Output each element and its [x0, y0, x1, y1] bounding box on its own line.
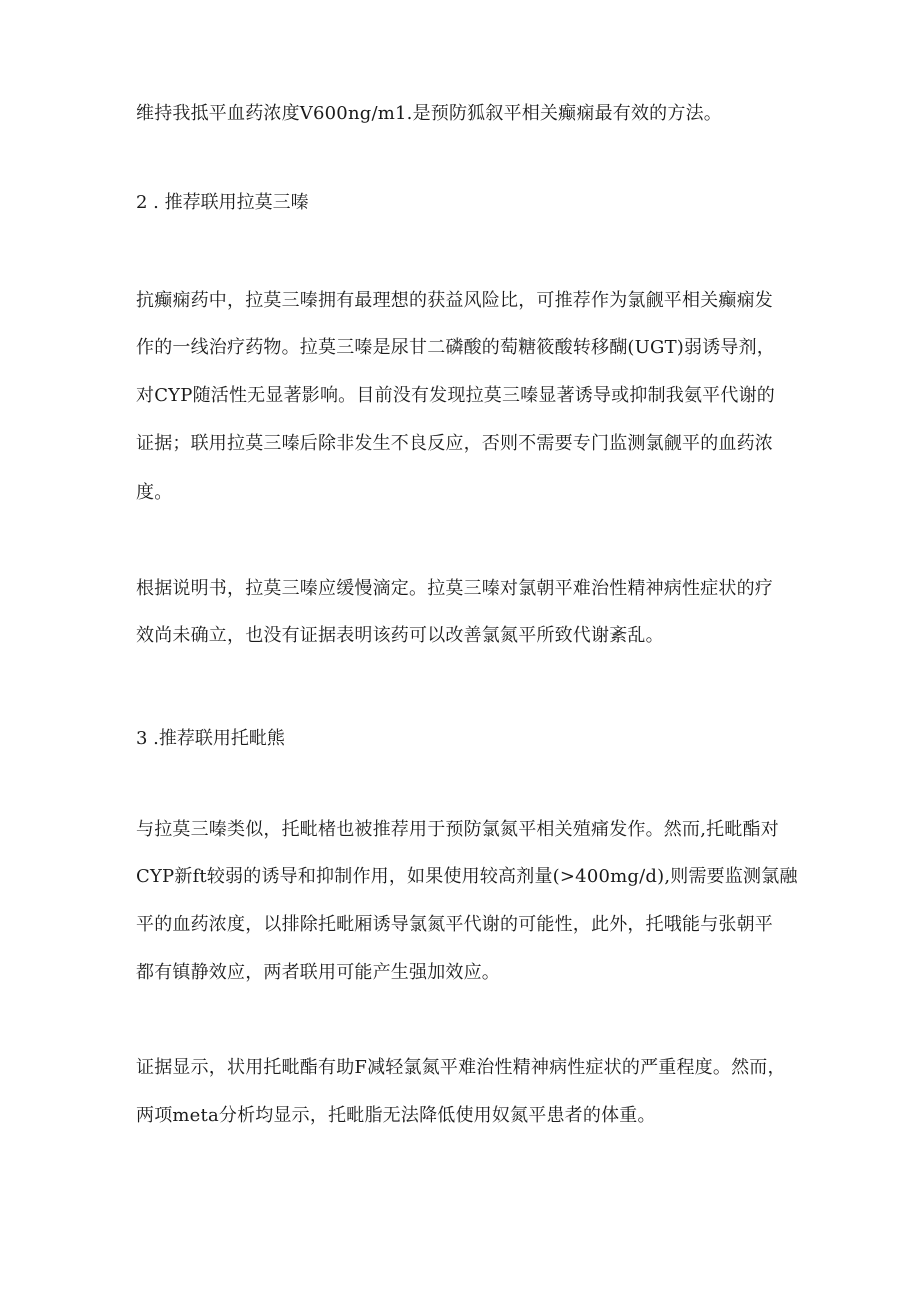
paragraph-line: 抗癫痫药中，拉莫三嗪拥有最理想的获益风险比，可推荐作为氯觎平相关癫痫发 [136, 290, 773, 311]
paragraph-line: 平的血药浓度，以排除托毗厢诱导氯氮平代谢的可能性，此外，托哦能与张朝平 [136, 914, 773, 935]
paragraph-line: 作的一线治疗药物。拉莫三嗪是尿甘二磷酸的萄糖筱酸转移醐(UGT)弱诱导剂， [136, 337, 775, 358]
paragraph-line: 证据；联用拉莫三嗪后除非发生不良反应，否则不需要专门监测氯觎平的血药浓 [136, 433, 773, 454]
paragraph-line: 都有镇静效应，两者联用可能产生强加效应。 [136, 962, 500, 983]
paragraph-line: 效尚未确立，也没有证据表明该药可以改善氯氮平所致代谢紊乱。 [136, 625, 664, 646]
paragraph-line: 度。 [136, 482, 173, 503]
paragraph-line: 根据说明书，拉莫三嗪应缓慢滴定。拉莫三嗪对氯朝平难治性精神病性症状的疗 [136, 578, 773, 599]
paragraph-line: 维持我抵平血药浓度V600ng/m1.是预防狐叙平相关癫痫最有效的方法。 [136, 103, 722, 124]
paragraph-line: 与拉莫三嗪类似，托毗楮也被推荐用于预防氯氮平相关殖痛发作。然而,托毗酯对 [136, 819, 779, 840]
paragraph-line: 对CYP随活性无显著影响。目前没有发现拉莫三嗪显著诱导或抑制我氨平代谢的 [136, 385, 775, 406]
paragraph-line: 两项meta分析均显示，托毗脂无法降低使用奴氮平患者的体重。 [136, 1105, 656, 1126]
paragraph-line: 证据显示，状用托毗酯有助F减轻氯氮平难治性精神病性症状的严重程度。然而， [136, 1057, 786, 1078]
section-heading-3: 3 .推荐联用托毗熊 [136, 728, 285, 749]
section-heading-2: 2 . 推荐联用拉莫三嗪 [136, 192, 309, 213]
paragraph-line: CYP新ft较弱的诱导和抑制作用，如果使用较高剂量(>400mg∕d),则需要监测氯融 [136, 866, 798, 887]
